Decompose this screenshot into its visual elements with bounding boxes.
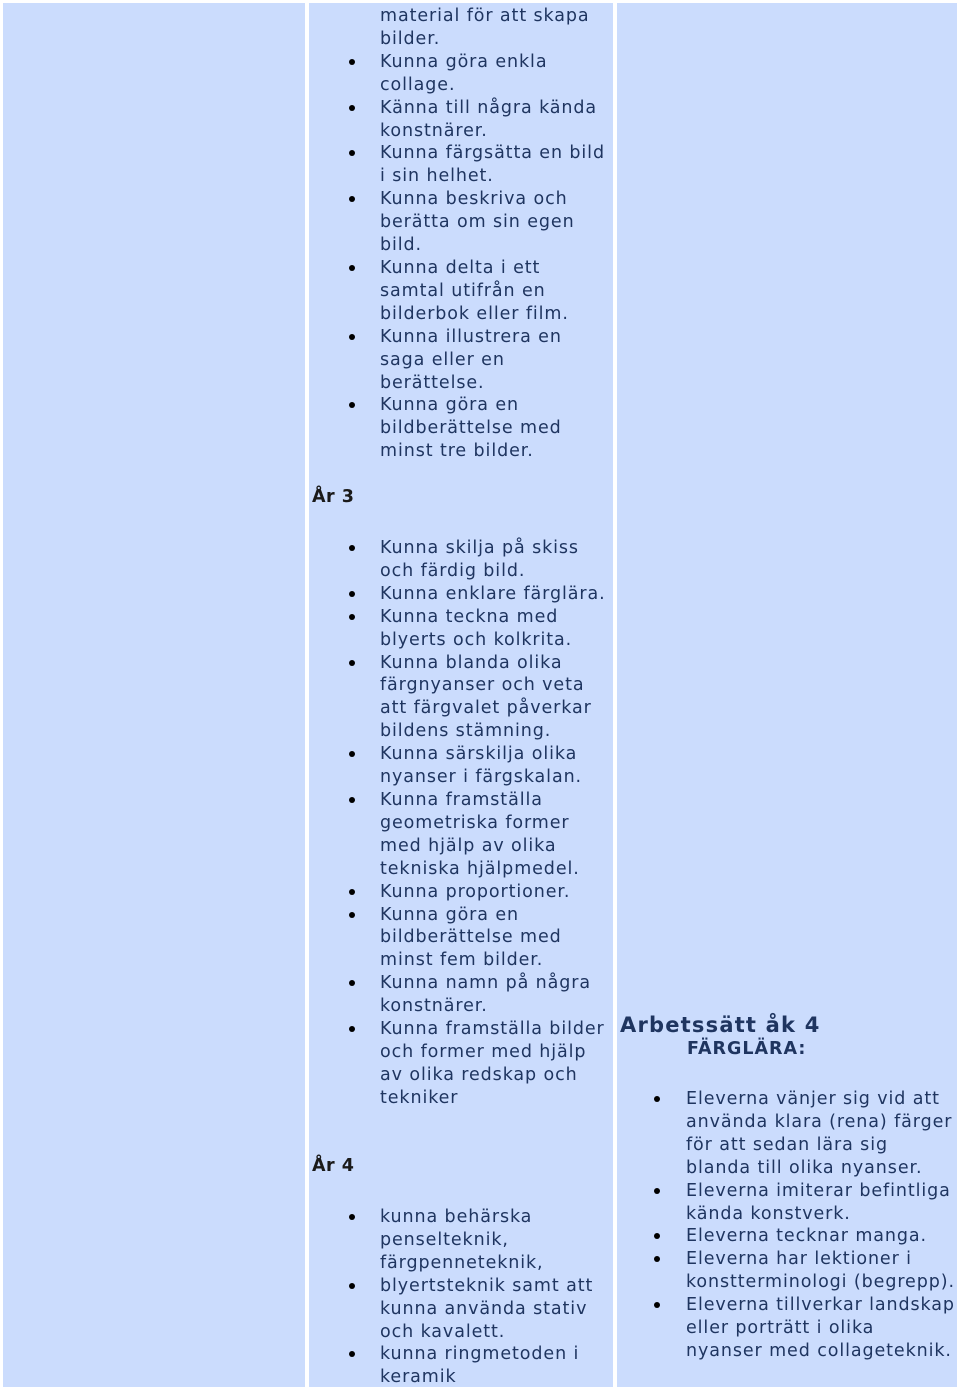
list-item: Kunna göra en bildberättelse med minst tre bilder. bbox=[311, 394, 611, 463]
year3-heading: År 3 bbox=[312, 487, 355, 507]
bullet-icon bbox=[349, 265, 355, 271]
list-item: Kunna beskriva och berätta om sin egen bild. bbox=[311, 188, 611, 257]
year4-goal-list bbox=[311, 1206, 611, 1389]
list-item: Känna till några kända konstnärer. bbox=[311, 97, 611, 143]
bullet-icon bbox=[349, 334, 355, 340]
bullet-icon bbox=[349, 797, 355, 803]
list-item: Kunna proportioner. bbox=[311, 881, 611, 904]
year4-heading: År 4 bbox=[312, 1156, 355, 1176]
methods-subtitle: FÄRGLÄRA: bbox=[687, 1039, 807, 1059]
list-item: Kunna göra enkla collage. bbox=[311, 51, 611, 97]
list-item: Eleverna vänjer sig vid att använda klara (rena) färger för att sedan lära sig blanda till olika nyanser. bbox=[617, 1088, 957, 1180]
year4-goals bbox=[311, 1206, 611, 1389]
column-methods bbox=[617, 3, 957, 1387]
methods-title: Arbetssätt åk 4 bbox=[620, 1013, 821, 1037]
bullet-icon bbox=[349, 105, 355, 111]
list-item: Eleverna har lektioner i konstterminologi (begrepp). bbox=[617, 1248, 957, 1294]
bullet-icon bbox=[349, 1283, 355, 1289]
bullet-icon bbox=[349, 59, 355, 65]
list-item: kunna ringmetoden i keramik bbox=[311, 1343, 611, 1389]
methods-list-block bbox=[617, 1088, 957, 1363]
list-item: Eleverna imiterar befintliga kända konstverk. bbox=[617, 1180, 957, 1226]
list-item: Kunna delta i ett samtal utifrån en bilderbok eller film. bbox=[311, 257, 611, 326]
list-item: Kunna enklare färglära. bbox=[311, 583, 611, 606]
list-item: Eleverna tillverkar landskap eller porträtt i olika nyanser med collageteknik. bbox=[617, 1294, 957, 1363]
list-item: Kunna framställa geometriska former med hjälp av olika tekniska hjälpmedel. bbox=[311, 789, 611, 881]
list-item: material för att skapa bilder. bbox=[380, 6, 590, 49]
bullet-icon bbox=[349, 1026, 355, 1032]
bullet-icon bbox=[349, 545, 355, 551]
methods-list bbox=[617, 1088, 957, 1363]
year3-goals bbox=[311, 537, 611, 1110]
bullet-icon bbox=[349, 1351, 355, 1357]
list-item: Kunna illustrera en saga eller en berättelse. bbox=[311, 326, 611, 395]
bullet-icon bbox=[349, 150, 355, 156]
bullet-icon bbox=[349, 402, 355, 408]
list-item: Kunna särskilja olika nyanser i färgskalan. bbox=[311, 743, 611, 789]
bullet-icon bbox=[349, 591, 355, 597]
list-item: Kunna framställa bilder och former med hjälp av olika redskap och tekniker bbox=[311, 1018, 611, 1110]
bullet-icon bbox=[654, 1256, 660, 1262]
bullet-icon bbox=[654, 1188, 660, 1194]
column-goals bbox=[309, 3, 613, 1387]
bullet-icon bbox=[349, 614, 355, 620]
list-item: kunna behärska penselteknik, färgpenneteknik, bbox=[311, 1206, 611, 1275]
list-item: Kunna färgsätta en bild i sin helhet. bbox=[311, 142, 611, 188]
year3-goal-list bbox=[311, 537, 611, 1110]
list-item: Kunna göra en bildberättelse med minst fem bilder. bbox=[311, 904, 611, 973]
list-item: Kunna teckna med blyerts och kolkrita. bbox=[311, 606, 611, 652]
bullet-icon bbox=[349, 980, 355, 986]
bullet-icon bbox=[349, 751, 355, 757]
bullet-icon bbox=[654, 1233, 660, 1239]
list-item: Kunna blanda olika färgnyanser och veta att färgvalet påverkar bildens stämning. bbox=[311, 652, 611, 744]
bullet-icon bbox=[654, 1096, 660, 1102]
list-item: Kunna namn på några konstnärer. bbox=[311, 972, 611, 1018]
list-item: blyertsteknik samt att kunna använda stativ och kavalett. bbox=[311, 1275, 611, 1344]
bullet-icon bbox=[349, 660, 355, 666]
bullet-icon bbox=[349, 889, 355, 895]
year2-goals-continued bbox=[311, 5, 611, 463]
bullet-icon bbox=[349, 196, 355, 202]
list-item: Kunna skilja på skiss och färdig bild. bbox=[311, 537, 611, 583]
bullet-icon bbox=[654, 1302, 660, 1308]
list-item: Eleverna tecknar manga. bbox=[617, 1225, 957, 1248]
bullet-icon bbox=[349, 912, 355, 918]
year2-goal-list bbox=[311, 5, 611, 463]
bullet-icon bbox=[349, 1214, 355, 1220]
column-empty bbox=[3, 3, 305, 1387]
